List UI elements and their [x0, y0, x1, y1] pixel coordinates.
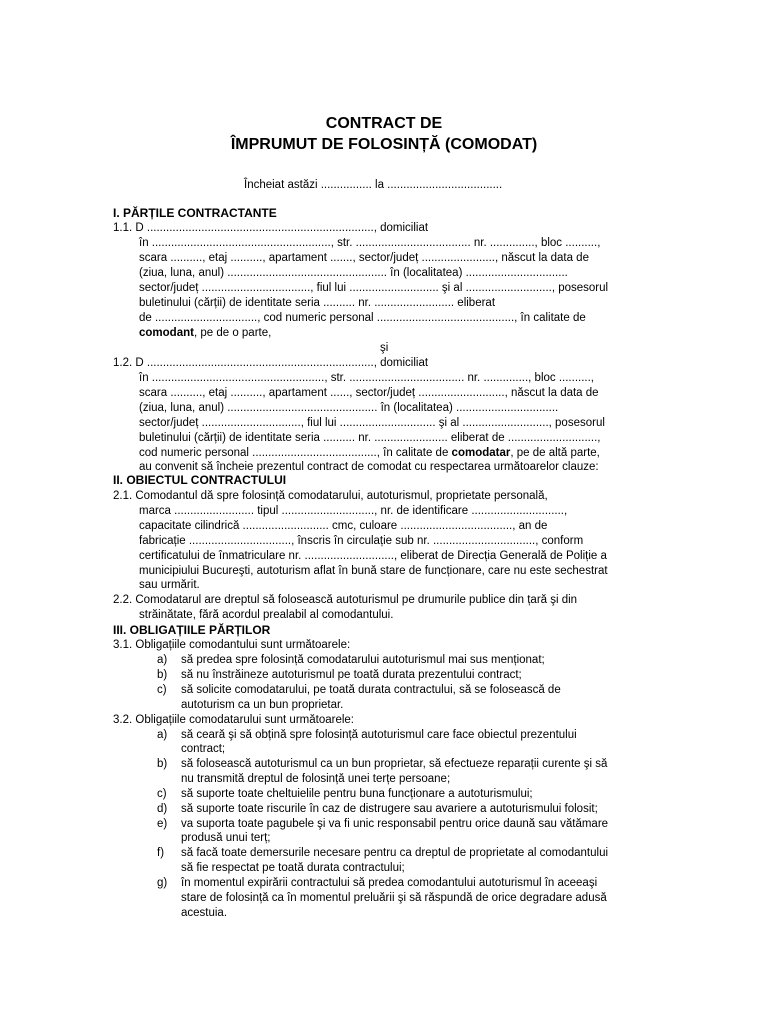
item-text: să solicite comodatarului, pe toată durata contractului, să se folosească de: [181, 684, 561, 696]
item-text: să suporte toate riscurile în caz de distrugere sau avariere a autoturismului folosit;: [181, 803, 598, 815]
comodant-term: comodant: [139, 327, 194, 339]
cod-pre: cod numeric personal ......................................., în calitate de: [139, 447, 452, 459]
item-label: a): [157, 729, 168, 741]
clause-1-2-line: în ......................................................, str. .................................... nr. .............., bloc ..........,: [139, 372, 594, 384]
item-label: e): [157, 818, 168, 830]
list-item-3-2-a: [157, 728, 577, 743]
clause-1-2-line: buletinului (cărții) de identitate seria .......... nr. ....................... eliberat de ............................,: [139, 432, 601, 444]
clause-1-1-line: buletinului (cărții) de identitate seria .......... nr. ......................... eliberat: [139, 297, 496, 309]
clause-2-1-line: fabricație ................................, înscris în circulație sub nr. ................................, conform: [139, 535, 584, 547]
list-item-3-2-e-cont: produsă unui terț;: [181, 832, 271, 844]
list-item-3-2-e: [157, 817, 608, 832]
list-item-3-2-b: [157, 757, 607, 772]
clause-1-2-line: 1.2. D ......................................................................., domiciliat: [113, 357, 429, 369]
item-text: să predea spre folosință comodatarului autoturismul mai sus menționat;: [181, 654, 545, 666]
clause-2-1-line: certificatului de înmatriculare nr. ............................, eliberat de Direcția Generală de Poliție a: [139, 550, 607, 562]
item-label: f): [157, 847, 165, 859]
clause-2-1-line: marca ......................... tipul ............................., nr. de identificare .............................,: [139, 505, 568, 517]
item-label: b): [157, 758, 168, 770]
item-label: c): [157, 788, 167, 800]
list-item-3-2-g-cont: acestuia.: [181, 907, 228, 919]
item-text: în momentul expirării contractului să predea comodantului autoturismul în aceeaşi: [181, 877, 598, 889]
list-item-3-2-f-cont: să fie respectat pe toată durata contractului;: [181, 862, 405, 874]
clause-3-2-intro: 3.2. Obligațiile comodatarului sunt următoarele:: [113, 714, 354, 726]
agreement-line: au convenit să încheie prezentul contract de comodat cu respectarea următoarelor clauze:: [139, 461, 599, 473]
clause-1-2-line: [139, 446, 600, 461]
clause-3-1-intro: 3.1. Obligațiile comodantului sunt următoarele:: [113, 639, 351, 651]
section-heading-obiect: II. OBIECTUL CONTRACTULUI: [113, 473, 287, 487]
list-item-3-2-a-cont: contract;: [181, 743, 226, 755]
clause-1-2-line: (ziua, luna, anul) ............................................... în (localitatea) ................................: [139, 402, 559, 414]
item-text: să ceară şi să obțină spre folosință autoturismul care face obiectul prezentului: [181, 729, 577, 741]
item-label: b): [157, 669, 168, 681]
clause-2-1-line: 2.1. Comodantul dă spre folosință comodatarului, autoturismul, proprietate personală,: [113, 490, 548, 502]
item-label: c): [157, 684, 167, 696]
list-item-3-1-b: [157, 668, 522, 683]
section-heading-parti: I. PĂRȚILE CONTRACTANTE: [113, 206, 277, 220]
clause-1-1-line: scara .........., etaj .........., apartament ......., sector/județ ......................., născut la data de: [139, 252, 589, 264]
clause-2-1-line: municipiului Bucureşti, autoturism aflat în bună stare de funcționare, care nu este sechestrat: [139, 565, 608, 577]
clause-2-2-line: 2.2. Comodatarul are dreptul să folosească autoturismul pe drumurile publice din țară şi din: [113, 594, 578, 606]
item-label: a): [157, 654, 168, 666]
item-text: să facă toate demersurile necesare pentru ca dreptul de proprietate al comodantului: [181, 847, 609, 859]
item-text: să folosească autoturismul ca un bun proprietar, să efectueze reparații curente şi să: [181, 758, 608, 770]
list-item-3-1-c: [157, 683, 561, 698]
clause-1-1-line: 1.1. D ......................................................................., domiciliat: [113, 222, 429, 234]
item-label: g): [157, 877, 168, 889]
intro-line: Încheiat astăzi ................ la ....................................: [244, 179, 503, 191]
item-text: să suporte toate cheltuielile pentru buna funcționare a autoturismului;: [181, 788, 533, 800]
clause-1-1-line: sector/județ .................................., fiul lui ............................ şi al ..........................., posesorul: [139, 282, 609, 294]
clause-2-1-line: sau urmărit.: [139, 579, 200, 591]
comodant-rest: , pe de o parte,: [193, 327, 272, 339]
list-item-3-2-f: [157, 846, 608, 861]
list-item-3-1-c-cont: autoturism ca un bun proprietar.: [181, 699, 344, 711]
contract-title: CONTRACT DE: [325, 115, 443, 132]
section-heading-obligatii: III. OBLIGAȚIILE PĂRȚILOR: [113, 623, 271, 637]
item-text: să nu înstrăineze autoturismul pe toată durata prezentului contract;: [181, 669, 522, 681]
conjunction-si: şi: [380, 342, 389, 354]
clause-1-1-line: [139, 326, 271, 341]
list-item-3-2-g-cont: stare de folosință ca în momentul preluării şi să răspundă de orice degradare adusă: [181, 892, 607, 904]
clause-2-1-line: capacitate cilindrică ........................... cmc, culoare ..................................., an de: [139, 520, 548, 532]
clause-1-1-line: în ........................................................, str. .................................... nr. .............., bloc ..........,: [139, 237, 601, 249]
clause-1-2-line: sector/județ ..............................., fiul lui .............................. şi al ..........................., posesorul: [139, 417, 605, 429]
list-item-3-2-b-cont: nu transmită dreptul de folosință unei terțe persoane;: [181, 773, 451, 785]
clause-1-1-line: de ................................, cod numeric personal ..........................................., în calitate de: [139, 312, 586, 324]
list-item-3-1-a: [157, 653, 545, 668]
list-item-3-2-c: [157, 787, 533, 802]
clause-1-1-line: (ziua, luna, anul) .................................................. în (localitatea) ................................: [139, 267, 568, 279]
contract-subtitle: ÎMPRUMUT DE FOLOSINȚĂ (COMODAT): [230, 136, 538, 153]
list-item-3-2-d: [157, 802, 598, 817]
item-label: d): [157, 803, 168, 815]
item-text: va suporta toate pagubele şi va fi unic responsabil pentru orice daună sau vătămare: [181, 818, 609, 830]
comodatar-term: comodatar: [451, 447, 511, 459]
clause-2-2-line: străinătate, fără acordul prealabil al comodantului.: [139, 609, 394, 621]
clause-1-2-line: scara .........., etaj .........., apartament ......, sector/județ ..........................., născut la data de: [139, 387, 599, 399]
cod-post: , pe de altă parte,: [510, 447, 600, 459]
list-item-3-2-g: [157, 876, 597, 891]
